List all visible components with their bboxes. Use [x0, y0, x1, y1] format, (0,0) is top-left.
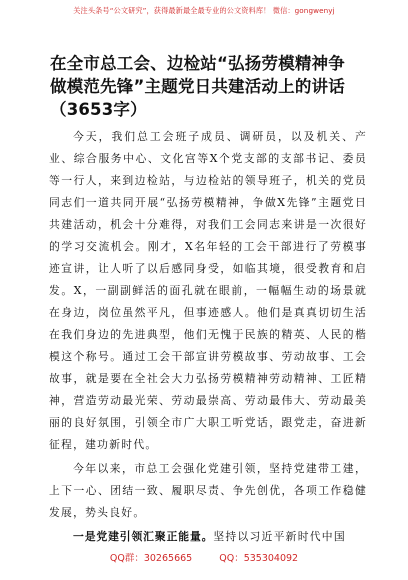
body-paragraph: 今天，我们总工会班子成员、调研员，以及机关、产业、综合服务中心、文化宫等X个党支部的支部书记、委员等一行人，来到边检站，与边检站的领导班子，机关的党员同志们一道共同开展“弘扬劳模精神，争做X先锋”主题党日共建活动，机会十分难得，对我们工会同志来讲是一次很好的学习交流机会。刚才，X名年轻的工会干部进行了劳模事迹宣讲，让人听了以后感同身受，如临其境，很受教育和启发。X，一副副鲜活的面孔就在眼前，一幅幅生动的场景就在身边，岗位虽然平凡，但事迹感人。他们是真真切切生活在我们身边的先进典型，他们无愧于民族的精英、人民的楷模这个称号。通过工会干部宣讲劳模故事、劳动故事、工会故事，就是要在全社会大力弘扬劳模精神劳动精神、工匠精神，营造劳动最光荣、劳动最崇高、劳动最伟大、劳动最美丽的良好氛围，引领全市广大职工听党话，跟党走，奋进新征程，建功新时代。 [49, 130, 367, 451]
title-line: 做模范先锋”主题党日共建活动上的讲话 [50, 77, 345, 96]
document-body [49, 126, 367, 550]
paragraph-text: 坚持以习近平新时代中国 [213, 530, 346, 543]
title-word-count: （3653字） [50, 100, 147, 119]
document-title [50, 52, 368, 121]
footer-contacts [0, 550, 408, 564]
qq-group: QQ群：30265665 [109, 553, 193, 564]
header-banner: 关注头条号“公文研究”，获得最新最全最专业的公文资料库！ 微信：gongwenyj [73, 6, 335, 15]
qq-contact: QQ：535304092 [219, 553, 299, 564]
body-paragraph [49, 526, 367, 548]
paragraph-lead: 一是党建引领汇聚正能量。 [73, 530, 214, 543]
body-paragraph: 今年以来，市总工会强化党建引领，坚持党建带工建，上下一心、团结一致、履职尽责、争先创优，各项工作稳健发展，势头良好。 [49, 462, 367, 519]
title-line: 在全市总工会、边检站“弘扬劳模精神争 [50, 54, 345, 73]
